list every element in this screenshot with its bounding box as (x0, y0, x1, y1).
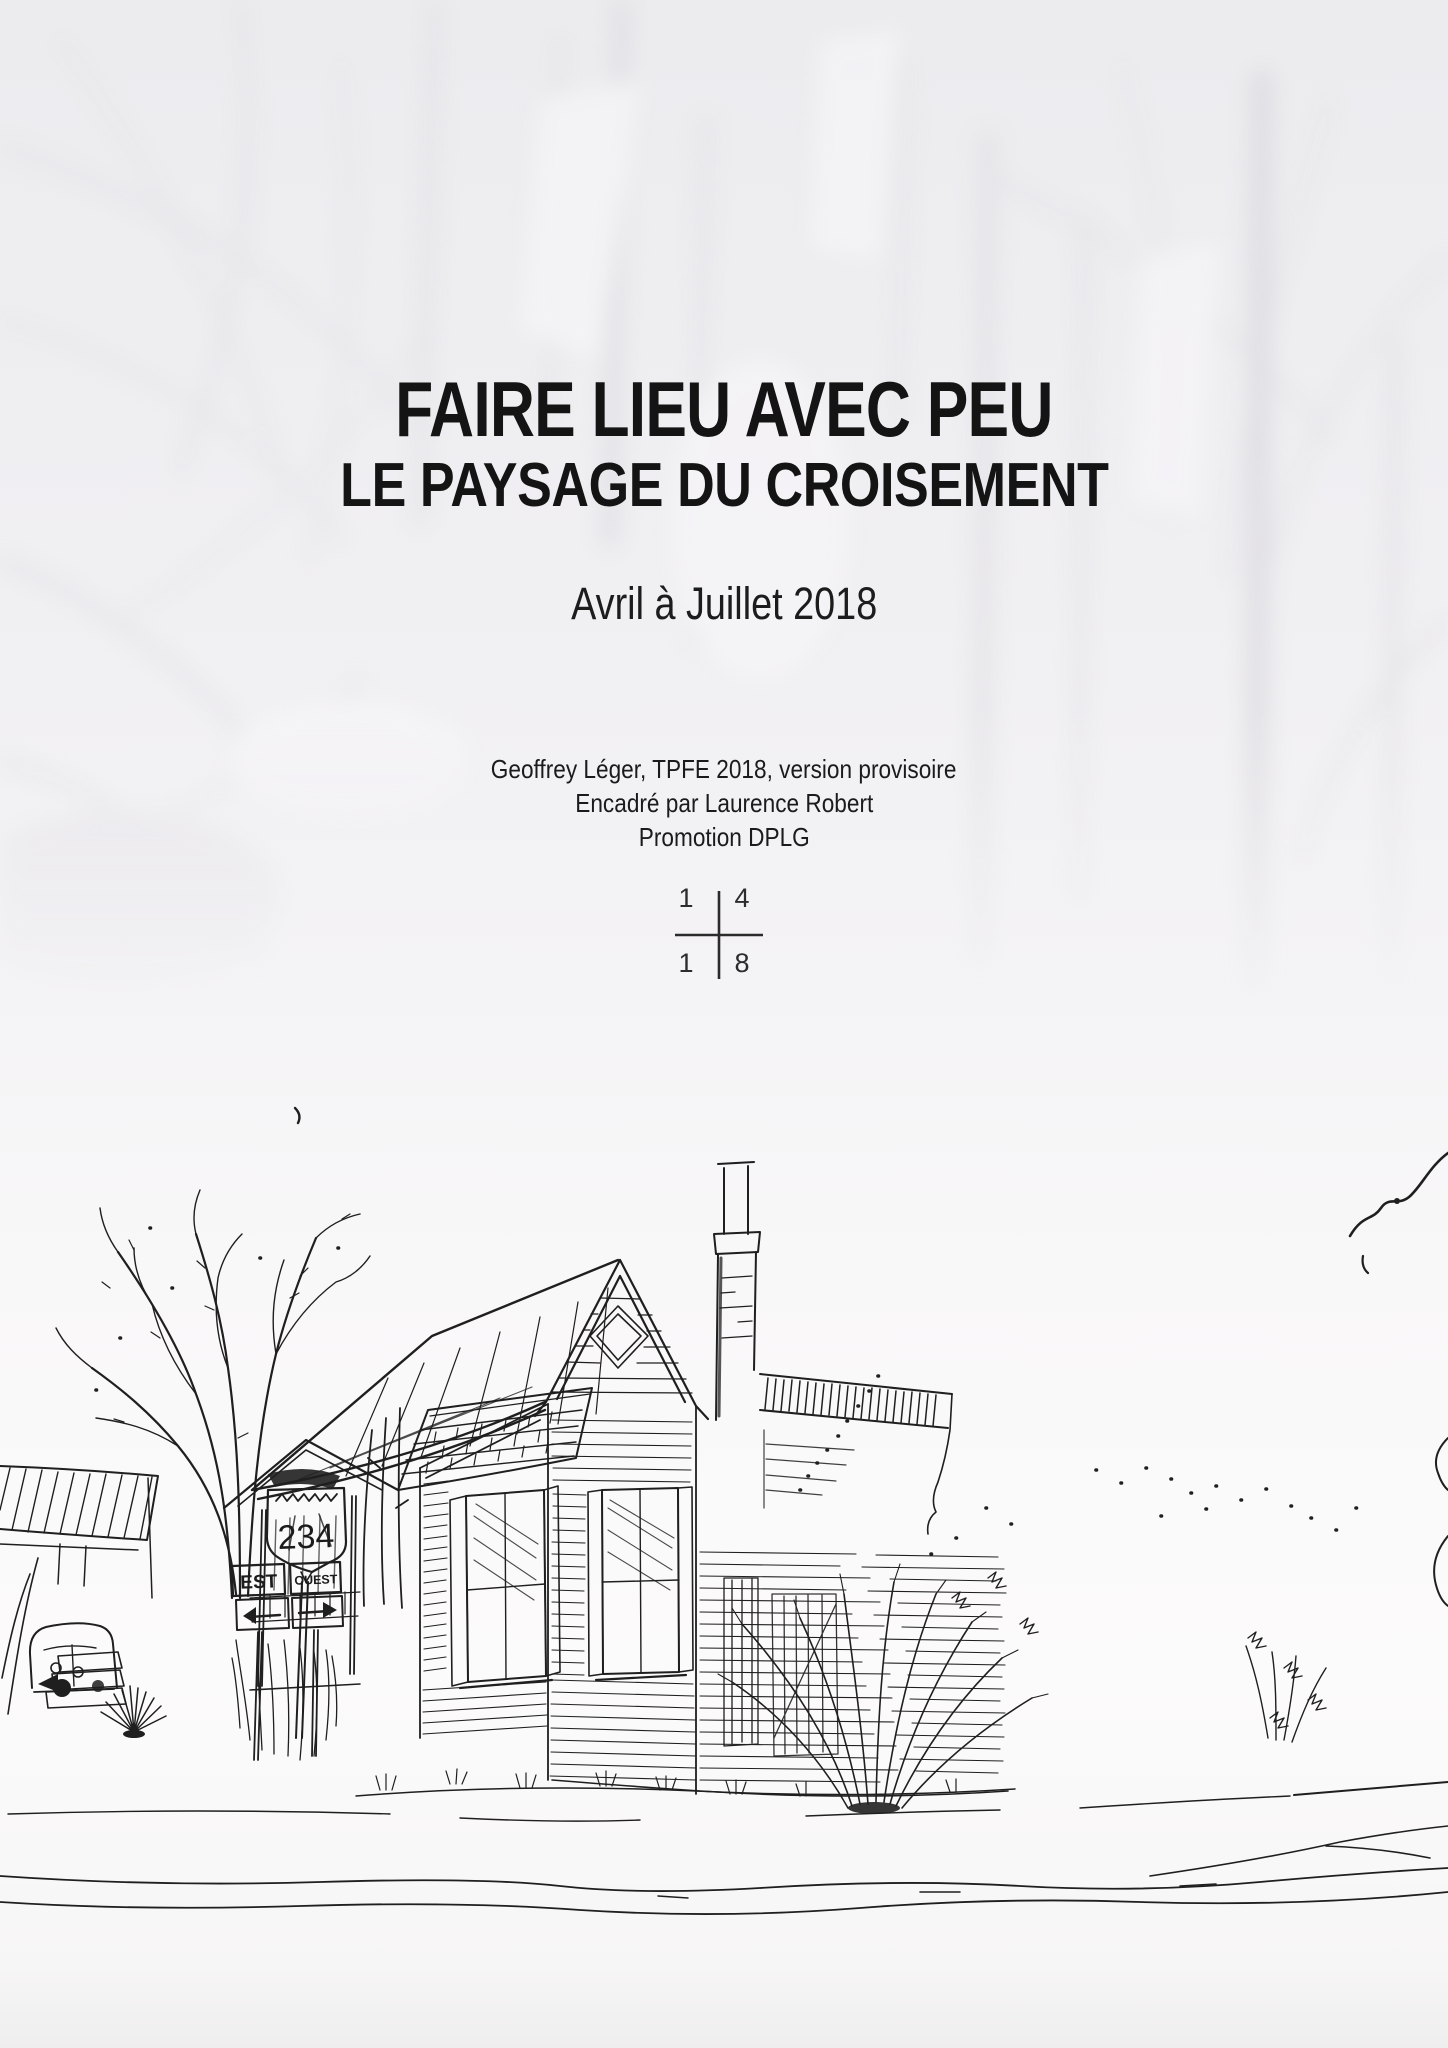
period-text: Avril à Juillet 2018 (570, 578, 878, 629)
porch-steps (38, 1652, 126, 1708)
route-shield-number: 234 (276, 1517, 335, 1557)
title-line-1-text: FAIRE LIEU AVEC PEU (395, 365, 1053, 453)
road (0, 1782, 1448, 1914)
est-sign-label: EST (239, 1571, 278, 1594)
crossing-number-top-right: 4 (734, 883, 750, 913)
title-line-2-text: LE PAYSAGE DU CROISEMENT (339, 451, 1109, 520)
left-shed (0, 1466, 158, 1598)
spiky-plant (101, 1686, 166, 1732)
rear-wing-roof (760, 1374, 952, 1534)
period-line (0, 578, 1448, 630)
credit-author: Geoffrey Léger, TPFE 2018, version provisoire (491, 754, 957, 784)
chimney (714, 1162, 760, 1420)
credits-block (0, 752, 1448, 854)
title-line-2 (0, 450, 1448, 521)
credit-advisor: Encadré par Laurence Robert (574, 788, 874, 818)
bare-trees (2, 1190, 408, 1714)
title-line-1 (0, 364, 1448, 455)
window-right (588, 1487, 693, 1680)
window-left (450, 1486, 560, 1688)
crossing-number-bottom-left: 1 (678, 948, 694, 978)
crossing-symbol (663, 879, 775, 991)
house-sketch-illustration (0, 1038, 1448, 2048)
background-marks (295, 1108, 1448, 1606)
main-roof (252, 1260, 618, 1499)
credit-promotion: Promotion DPLG (638, 822, 810, 852)
ouest-sign-label: OUEST (294, 1572, 338, 1588)
crossing-number-bottom-right: 8 (734, 948, 750, 978)
crossing-number-top-left: 1 (678, 883, 694, 913)
